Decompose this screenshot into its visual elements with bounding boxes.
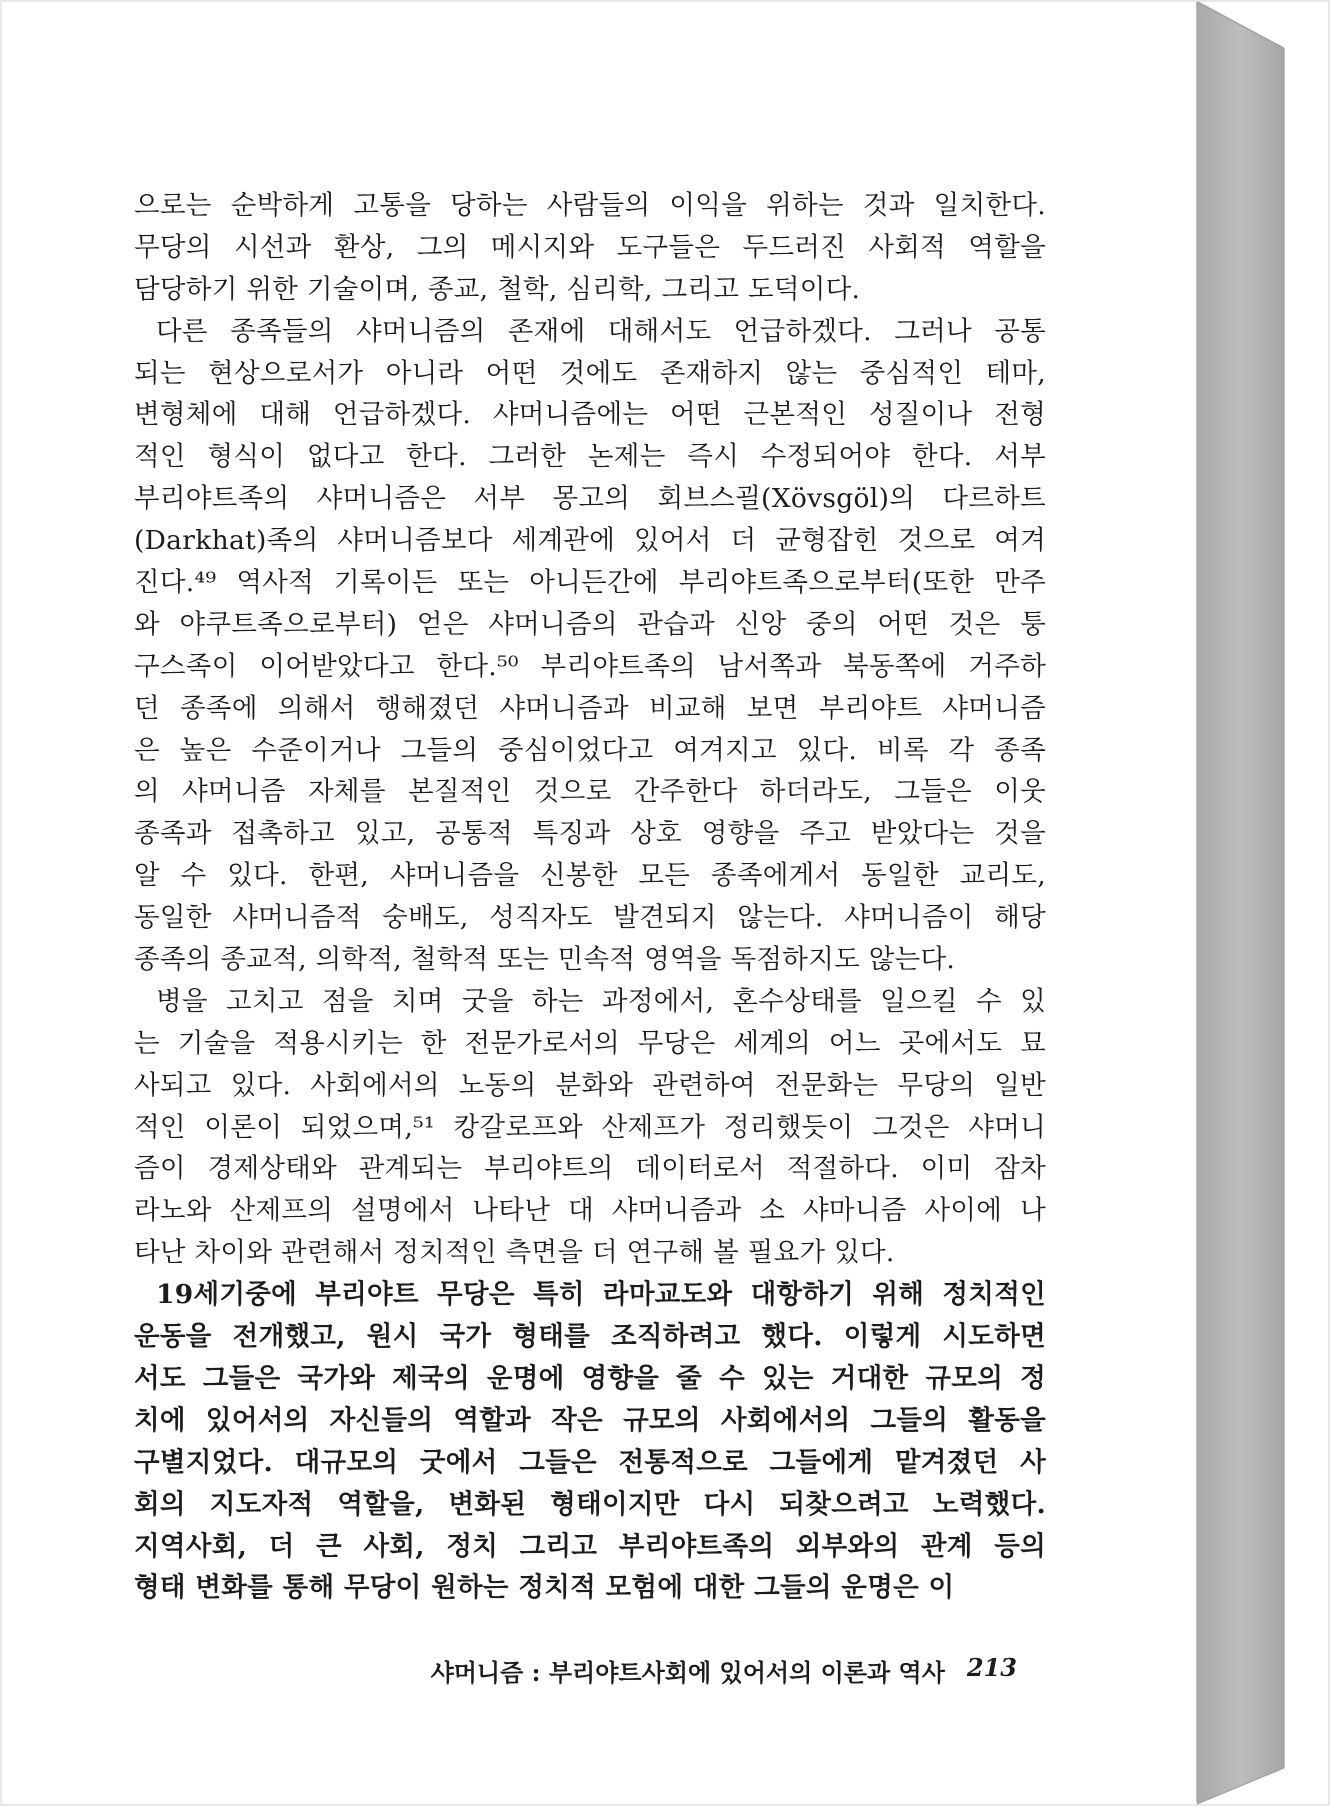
text-line: 종족과 접촉하고 있고, 공통적 특징과 상호 영향을 주고 받았다는 것을: [134, 818, 1046, 850]
paragraph-4: [134, 1274, 1046, 1609]
book-page: [2, 2, 1197, 1802]
text-line: 담당하기 위한 기술이며, 종교, 철학, 심리학, 그리고 도덕이다.: [134, 273, 861, 305]
text-line: 형태 변화를 통해 무당이 원하는 정치적 모험에 대한 그들의 운명은 이: [134, 1572, 955, 1604]
text-line: 적인 형식이 없다고 한다. 그러한 논제는 즉시 수정되어야 한다. 서부: [134, 441, 1046, 473]
text-line: 19세기중에 부리야트 무당은 특히 라마교도와 대항하기 위해 정치적인: [156, 1279, 1046, 1311]
text-line: 타난 차이와 관련해서 정치적인 측면을 더 연구해 볼 필요가 있다.: [134, 1237, 895, 1269]
paragraph-1: [134, 185, 1046, 311]
text-line: 치에 있어서의 자신들의 역할과 작은 규모의 사회에서의 그들의 활동을: [134, 1404, 1046, 1436]
text-line: 지역사회, 더 큰 사회, 정치 그리고 부리야트족의 외부와의 관계 등의: [134, 1530, 1046, 1562]
body-text: [134, 185, 1046, 1609]
text-line: 병을 고치고 점을 치며 굿을 하는 과정에서, 혼수상태를 일으킬 수 있: [156, 985, 1046, 1017]
text-line: 사되고 있다. 사회에서의 노동의 분화와 관련하여 전문화는 무당의 일반: [134, 1069, 1046, 1101]
text-line: 운동을 전개했고, 원시 국가 형태를 조직하려고 했다. 이렇게 시도하면: [134, 1321, 1046, 1353]
text-line: 되는 현상으로서가 아니라 어떤 것에도 존재하지 않는 중심적인 테마,: [134, 357, 1046, 389]
text-line: 변형체에 대해 언급하겠다. 샤머니즘에는 어떤 근본적인 성질이나 전형: [134, 399, 1046, 431]
paragraph-3: [134, 981, 1046, 1274]
text-line: 즘이 경제상태와 관계되는 부리야트의 데이터로서 적절하다. 이미 잠차: [134, 1153, 1046, 1185]
text-line: 동일한 샤머니즘적 숭배도, 성직자도 발견되지 않는다. 샤머니즘이 해당: [134, 902, 1046, 934]
text-line: 서도 그들은 국가와 제국의 운명에 영향을 줄 수 있는 거대한 규모의 정: [134, 1362, 1046, 1394]
text-line: 라노와 산제프의 설명에서 나타난 대 샤머니즘과 소 샤마니즘 사이에 나: [134, 1195, 1046, 1227]
text-line: 으로는 순박하게 고통을 당하는 사람들의 이익을 위하는 것과 일치한다.: [134, 190, 1046, 221]
text-line: 던 종족에 의해서 행해졌던 샤머니즘과 비교해 보면 부리야트 샤머니즘: [134, 692, 1046, 724]
text-line: 종족의 종교적, 의학적, 철학적 또는 민속적 영역을 독점하지도 않는다.: [134, 944, 956, 976]
page-number: 213: [966, 1653, 1017, 1682]
text-line: 다른 종족들의 샤머니즘의 존재에 대해서도 언급하겠다. 그러나 공통: [156, 315, 1046, 347]
running-title: 샤머니즘 : 부리야트사회에 있어서의 이론과 역사: [430, 1658, 945, 1687]
text-line: 는 기술을 적용시키는 한 전문가로서의 무당은 세계의 어느 곳에서도 묘: [134, 1027, 1046, 1059]
text-line: 적인 이론이 되었으며,⁵¹ 캉갈로프와 산제프가 정리했듯이 그것은 샤머니: [134, 1111, 1046, 1143]
text-line: 무당의 시선과 환상, 그의 메시지와 도구들은 두드러진 사회적 역할을: [134, 231, 1046, 263]
text-line: 진다.⁴⁹ 역사적 기록이든 또는 아니든간에 부리야트족으로부터(또한 만주: [134, 567, 1046, 599]
text-line: 은 높은 수준이거나 그들의 중심이었다고 여겨지고 있다. 비록 각 종족: [134, 734, 1046, 766]
text-line: 와 야쿠트족으로부터) 얻은 샤머니즘의 관습과 신앙 중의 어떤 것은 퉁: [134, 608, 1046, 640]
text-line: 알 수 있다. 한편, 샤머니즘을 신봉한 모든 종족에게서 동일한 교리도,: [134, 860, 1046, 892]
text-line: 구스족이 이어받았다고 한다.⁵⁰ 부리야트족의 남서쪽과 북동쪽에 거주하: [134, 650, 1046, 682]
text-line: 구별지었다. 대규모의 굿에서 그들은 전통적으로 그들에게 맡겨졌던 사: [134, 1446, 1046, 1478]
page-footer: [387, 1653, 1017, 1688]
text-line: 부리야트족의 샤머니즘은 서부 몽고의 회브스괼(Xövsgöl)의 다르하트: [134, 483, 1046, 515]
text-line: 회의 지도자적 역할을, 변화된 형태이지만 다시 되찾으려고 노력했다.: [134, 1488, 1046, 1520]
text-line: (Darkhat)족의 샤머니즘보다 세계관에 있어서 더 균형잡힌 것으로 여겨: [134, 525, 1046, 557]
paragraph-2: [134, 311, 1046, 981]
text-line: 의 샤머니즘 자체를 본질적인 것으로 간주한다 하더라도, 그들은 이웃: [134, 776, 1046, 808]
